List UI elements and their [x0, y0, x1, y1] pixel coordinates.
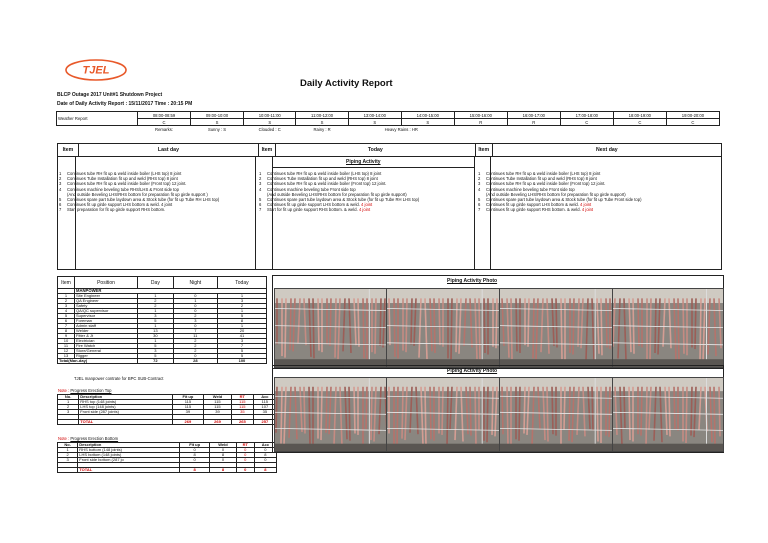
- progress-total: TOTAL 269 269 265 257: [58, 420, 277, 425]
- weather-time: 15:00-16:00: [454, 112, 507, 119]
- site-photo: [612, 377, 724, 452]
- remarks-label: Remarks:: [155, 126, 173, 132]
- progress-row: 2 LHS bottom (148 joints) 8 8 0 8: [58, 453, 277, 458]
- mp-header: Today: [217, 277, 266, 289]
- activity-item: 4 Continues machine beveling tube RHS/LHS & Front side top: [59, 186, 179, 192]
- weather-time: 17:00-18:00: [560, 112, 613, 119]
- mp-total-label: Total(Man-day): [58, 359, 138, 364]
- activity-item: 6 Continues fit up girde support LHS bottom & weld. 4 joint: [478, 202, 592, 208]
- activity-item: 3 Continues tube RH fit up & weld inside boiler (Front top) 12 joint.: [59, 181, 187, 187]
- weather-time: 09:00-10:00: [191, 112, 244, 119]
- manpower-row: 8 Welder 13 7 20: [58, 329, 267, 334]
- item-header: Item: [58, 144, 79, 157]
- activity-item: 4 Continues machine beveling tube Front side top: [259, 186, 356, 192]
- progress-top-table: [57, 394, 277, 425]
- activity-item: 1 Continues tube RH fit up & weld inside boiler (LHS top) 8 joint: [59, 171, 182, 176]
- activity-item: 1 Continues tube RH fit up & weld inside boiler (LHS top) 8 joint: [259, 171, 382, 176]
- mp-header: Night: [173, 277, 217, 289]
- next-day-header: Next day: [492, 144, 721, 157]
- project-name: BLCP Outage 2017 Unit#1 Shutdown Project: [57, 92, 163, 98]
- progress-top-title: Note : Progress Erection Top: [58, 388, 112, 393]
- activity-item: 3 Continues tube RH fit up & weld inside boiler (Front top) 12 joint.: [259, 181, 387, 187]
- manpower-row: 10 Electrician 1 2 3: [58, 339, 267, 344]
- progress-row: 3 Front side bottom (287 jo 0 0 0 0: [58, 458, 277, 463]
- mp-header: Item: [58, 277, 75, 289]
- manpower-table: [57, 276, 267, 364]
- weather-time: 13:00-14:00: [348, 112, 401, 119]
- site-photo: [274, 288, 387, 368]
- activity-item: (And outside Beveling LHS/RHS bottom for preparation fit up girde support ): [67, 191, 208, 197]
- weather-code: C: [613, 119, 666, 126]
- manpower-row: 5 Supervisor 3 2 5: [58, 314, 267, 319]
- activity-item: 2 Continues Tube Installation fit up and weld (RHS top) 8 joint: [478, 176, 597, 182]
- mp-header: Position: [75, 277, 138, 289]
- weather-code: R: [507, 119, 560, 126]
- activity-item: 7 Start for fit up girde support RHS bottom. & weld. 4 joint: [259, 207, 371, 213]
- progress-header: No. Description Fit up Weld RT Acc: [58, 443, 277, 448]
- activity-item: 1 Continues tube RH fit up & weld inside boiler (LHS top) 8 joint: [478, 171, 601, 176]
- item-header: Item: [475, 144, 492, 157]
- progress-total: TOTAL 8 8 0 8: [58, 468, 277, 473]
- activity-item: 3 Continues tube RH fit up & weld inside boiler (Front top) 12 joint.: [478, 181, 606, 187]
- photo-panel-1: [272, 275, 724, 369]
- weather-code: S: [244, 119, 296, 126]
- progress-row: 2 LHS top (148 joints) 115 115 115 107: [58, 405, 277, 410]
- site-photo: [499, 377, 613, 452]
- mp-total-today: 100: [217, 359, 266, 364]
- photo-title-2: Piping Activity Photo: [447, 368, 498, 374]
- manpower-note: TJEL manpower contrate for BPC SUB-Contract: [74, 376, 164, 381]
- activity-item: 2 Continues Tube Installation fit up and weld (RHS top) 8 joint: [259, 176, 378, 182]
- activity-item: 7 Continues fit up girde support RHS bottom. & weld. 4 joint: [478, 207, 594, 213]
- weather-time: 08:00-08:59: [138, 112, 191, 119]
- site-photo: [499, 288, 613, 368]
- progress-bottom-table: [57, 442, 277, 473]
- activity-item: 5 Continues spare part tube laydown area & Stock tube (for fit up Tube RH LHS top): [259, 197, 420, 203]
- company-logo: [64, 58, 128, 82]
- weather-time: 19:00-20:00: [666, 112, 719, 119]
- last-day-header: Last day: [78, 144, 258, 157]
- progress-row: 3 Front side (287 joints) 39 39 35 35: [58, 410, 277, 415]
- today-header: Today: [275, 144, 475, 157]
- site-photo: [274, 377, 387, 452]
- legend-clouded: Clouded : C: [258, 126, 281, 132]
- legend-sunny: Sunny : S: [207, 126, 227, 132]
- weather-label: Weather Report: [57, 112, 138, 126]
- next-day-list: [478, 171, 642, 213]
- section-title: Piping Activity: [346, 159, 381, 165]
- activity-item: (And outside Beveling LHS/RHS bottom for preparation fit up girde support): [267, 191, 407, 197]
- weather-time: 10:00-11:00: [244, 112, 296, 119]
- progress-header: No. Description Fit up Weld RT Acc: [58, 395, 277, 400]
- weather-table: [56, 111, 720, 132]
- logo-text: TJEL: [82, 64, 110, 77]
- manpower-row: 11 Fire Watch 5 2 7: [58, 344, 267, 349]
- weather-time: 16:00-17:00: [507, 112, 560, 119]
- weather-code: S: [401, 119, 454, 126]
- last-day-list: [59, 171, 219, 213]
- activity-item: 2 Continues Tube Installation fit up and weld (RHS top) 8 joint: [59, 176, 178, 182]
- legend-rainy: Rainy : R: [313, 126, 331, 132]
- report-date: Date of Daily Activity Report : 15/11/2017 Time : 20:15 PM: [57, 101, 193, 107]
- activity-item: 7 Start preparation for fit up girde support RHS bottom.: [59, 207, 166, 213]
- progress-row: 1 RHS bottom (148 joints) 0 0 0 0: [58, 448, 277, 453]
- progress-row: 1 RHS top (148 joints) 115 115 115 115: [58, 400, 277, 405]
- mp-header: Day: [138, 277, 174, 289]
- manpower-row: 6 Foreman 5 3 8: [58, 319, 267, 324]
- logo-emblem: [64, 58, 128, 82]
- activity-table: [57, 143, 722, 270]
- manpower-section: MANPOWER: [75, 289, 267, 294]
- legend-heavy-rains: Heavy Rains : HR: [384, 126, 418, 132]
- manpower-row: 3 Safety 2 0 2: [58, 304, 267, 309]
- weather-code: R: [454, 119, 507, 126]
- activity-item: (And outside Beveling LHS/RHS bottom for preparation fit up girde support): [486, 191, 626, 197]
- weather-code: S: [348, 119, 401, 126]
- manpower-row: 7 Admin staff 1 0 1: [58, 324, 267, 329]
- activity-item: 5 Continues spare part tube laydown area & Stock tube (for fit up Tube Front side top): [478, 197, 642, 203]
- manpower-row: 12 Store/General 3 2 5: [58, 349, 267, 354]
- mp-total-day: 72: [138, 359, 174, 364]
- weather-code: C: [560, 119, 613, 126]
- weather-code: C: [138, 119, 191, 126]
- photo-panel-2: [272, 365, 724, 453]
- site-photo: [386, 288, 500, 368]
- weather-time: 11:00-12:00: [296, 112, 348, 119]
- weather-code: S: [191, 119, 244, 126]
- weather-code: S: [296, 119, 348, 126]
- manpower-row: 1 Site Engineer 1 0 1: [58, 294, 267, 299]
- manpower-row: 13 Rigger 5 0 5: [58, 354, 267, 359]
- activity-item: 6 Continues fit up girde support LHS bottom & weld. 4 joint: [59, 202, 173, 208]
- manpower-row: 9 Fitter & Jt 30 11 41: [58, 334, 267, 339]
- activity-item: 6 Continues fit up girde support LHS bottom & weld. 4 joint: [259, 202, 373, 208]
- today-list: [259, 171, 419, 213]
- weather-code: C: [666, 119, 719, 126]
- item-header: Item: [258, 144, 275, 157]
- weather-time: 18:00-19:00: [613, 112, 666, 119]
- progress-bottom-title: Note : Progress Erection Bottom: [58, 436, 119, 441]
- manpower-row: 4 QA/QC supervisor 1 0 1: [58, 309, 267, 314]
- site-photo: [386, 377, 500, 452]
- activity-item: 5 Continues spare part tube laydown area & Stock tube (for fit up Tube RH LHS top): [59, 197, 220, 203]
- photo-title-1: Piping Activity Photo: [447, 278, 498, 284]
- activity-item: 4 Continues machine beveling tube Front side top: [478, 186, 575, 192]
- report-title: Daily Activity Report: [300, 78, 393, 89]
- weather-time: 14:00-15:00: [401, 112, 454, 119]
- manpower-row: 2 QA Engineer 2 1 3: [58, 299, 267, 304]
- mp-total-night: 28: [173, 359, 217, 364]
- site-photo: [612, 288, 724, 368]
